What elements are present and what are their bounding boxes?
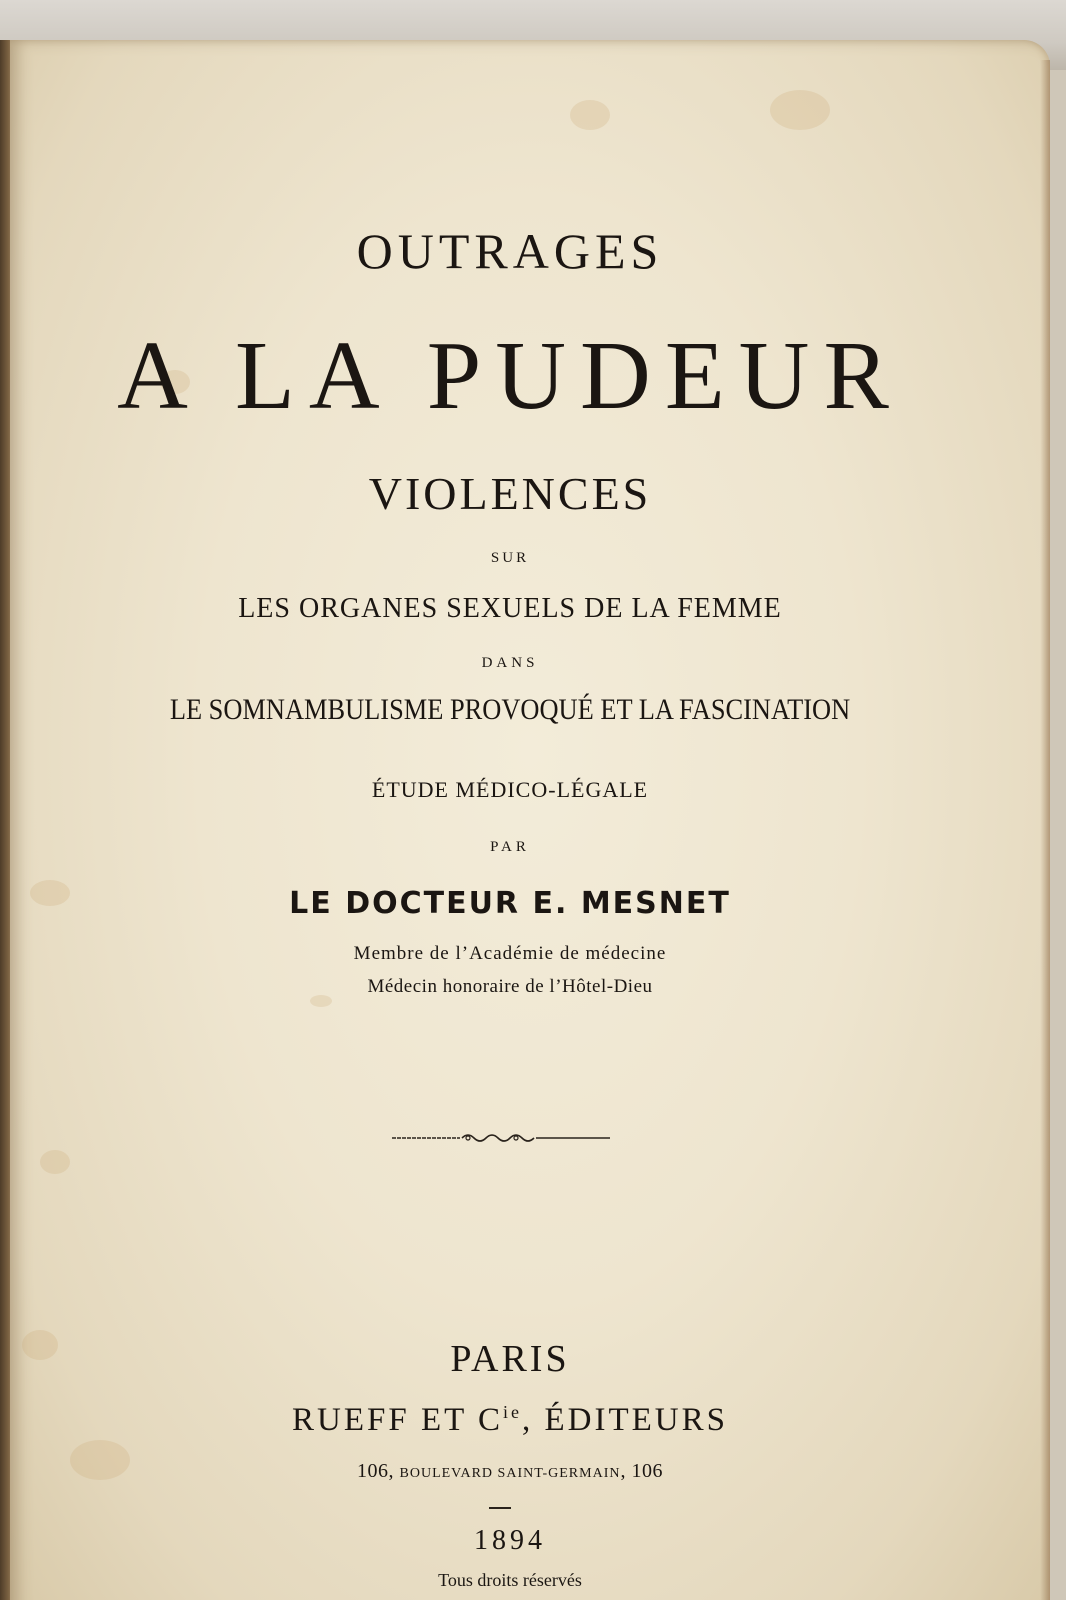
title-line-sur: SUR <box>490 550 530 566</box>
title-page <box>10 40 1050 1600</box>
title-line-organes: LES ORGANES SEXUELS DE LA FEMME <box>238 593 782 624</box>
author-name: LE DOCTEUR E. MESNET <box>289 886 731 921</box>
publisher-superscript: ie <box>502 1402 522 1422</box>
address-number-1: 106, <box>357 1460 400 1482</box>
title-line-outrages: OUTRAGES <box>356 223 664 279</box>
foxing-spot <box>770 90 830 130</box>
foxing-spot <box>40 1150 70 1174</box>
imprint-address <box>10 1460 1010 1483</box>
address-number-2: , 106 <box>620 1460 663 1482</box>
imprint-publisher <box>10 1402 1010 1439</box>
publisher-name: RUEFF ET C <box>292 1402 503 1438</box>
title-line-violences: VIOLENCES <box>368 468 652 519</box>
ornament-divider-icon <box>392 1130 610 1146</box>
foxing-spot <box>570 100 610 130</box>
title-line-dans: DANS <box>481 655 539 671</box>
subtitle: ÉTUDE MÉDICO-LÉGALE <box>371 777 649 802</box>
imprint-city: PARIS <box>450 1338 570 1380</box>
author-credential-1: Membre de l’Académie de médecine <box>353 943 667 964</box>
imprint-year: 1894 <box>474 1525 546 1556</box>
author-credential-2: Médecin honoraire de l’Hôtel-Dieu <box>367 976 653 997</box>
imprint-rights: Tous droits réservés <box>438 1570 582 1590</box>
short-rule <box>489 1507 511 1509</box>
main-title: A LA PUDEUR <box>117 322 903 430</box>
page-edge-shadow <box>1040 60 1050 1600</box>
title-line-somnambulisme: LE SOMNAMBULISME PROVOQUÉ ET LA FASCINATION <box>169 693 851 726</box>
publisher-suffix: , ÉDITEURS <box>521 1402 728 1438</box>
byline-par: PAR <box>490 839 530 855</box>
address-street: BOULEVARD SAINT-GERMAIN <box>399 1466 621 1481</box>
